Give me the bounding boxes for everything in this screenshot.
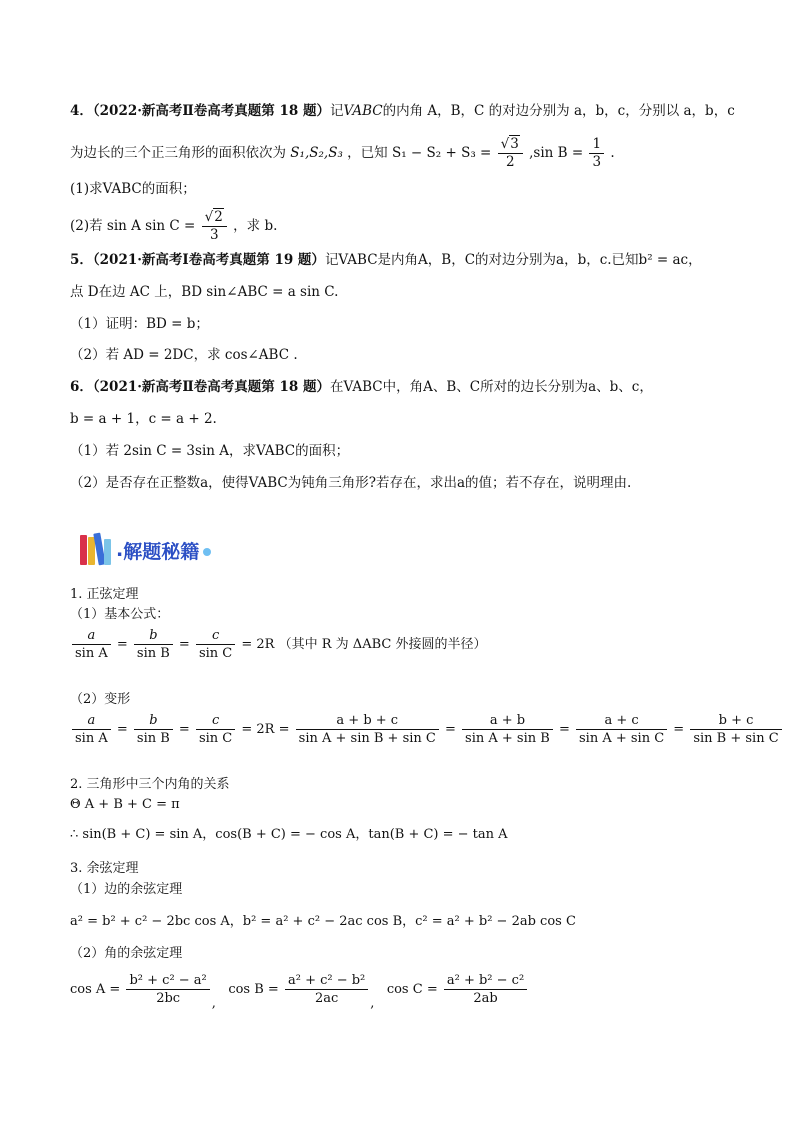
numerator: a + b: [462, 712, 553, 730]
problem-source: （2021·新高考Ⅰ卷高考真题第 19 题）: [92, 252, 325, 268]
sine-law-formula: $\frac{a}{\text{sin A}}$ = $\frac{b}{\text{sin B}}$ = $\frac{c}{\text{sin C}}$ = 2R （其中 R 为 ΔABC 外接圆的半径）: [70, 627, 486, 662]
problem-5-line-1: [70, 250, 702, 270]
known-condition: ，已知 S₁ − S₂ + S₃ =: [347, 145, 492, 161]
cosine-law-sides: a² = b² + c² − 2bc cos A，b² = a² + c² − 2ac cos B，c² = a² + b² − 2ab cos C: [70, 914, 576, 929]
numerator: a: [72, 712, 111, 730]
numerator: 1: [589, 136, 604, 154]
separator: ,: [370, 996, 375, 1011]
q2-text-end: ，求 b.: [233, 218, 278, 234]
denominator: sin B + sin C: [693, 731, 779, 746]
sinB-label: ,sin B =: [529, 145, 584, 161]
problem-number: 6．: [70, 379, 93, 395]
problem-6-line-2: b = a + 1，c = a + 2.: [70, 411, 217, 427]
denominator: sin A: [75, 646, 108, 661]
triangle-symbol: VABC: [343, 103, 383, 119]
denominator: sin C: [198, 646, 233, 661]
fraction-sqrt2-over-3: $\frac{√2}{3}$: [202, 209, 227, 244]
problem-5-q1: （1）证明：BD = b；: [70, 316, 209, 332]
fraction-one-third: [589, 136, 604, 171]
section-heading: [78, 533, 211, 567]
numerator: a² + b² − c²: [444, 972, 527, 990]
problem-4-line-2: [70, 136, 615, 171]
note-1-sub2: （2）变形: [70, 692, 131, 707]
eq-2R: = 2R: [241, 722, 275, 737]
problem-6-line-1: [70, 377, 653, 397]
numerator: c: [196, 712, 235, 730]
note-3-sub2: （2）角的余弦定理: [70, 946, 183, 961]
denominator: sin A: [75, 731, 108, 746]
denominator: sin A + sin B + sin C: [298, 731, 436, 746]
books-icon: [78, 533, 112, 567]
problem-6-q1: （1）若 2sin C = 3sin A，求VABC的面积；: [70, 443, 350, 459]
eq-2R: = 2R: [241, 637, 275, 652]
section-dot-prefix: .: [116, 539, 124, 561]
numerator: a: [72, 627, 111, 645]
problem-text: 的内角 A，B，C 的对边分别为 a，b，c，分别以 a，b，c: [382, 103, 735, 119]
denominator: 2bc: [156, 991, 181, 1006]
cosC-label: cos C =: [386, 982, 438, 997]
denominator: sin A + sin C: [579, 731, 665, 746]
decor-dot: [203, 548, 211, 556]
denominator: 2ac: [314, 991, 339, 1006]
denominator: 3: [209, 227, 219, 243]
note-3-title: 3. 余弦定理: [70, 861, 139, 876]
area-vars: S₁,S₂,S₃: [290, 145, 343, 161]
problem-5-line-2: 点 D在边 AC 上，BD sin∠ABC = a sin C.: [70, 284, 339, 300]
denominator: sin C: [198, 731, 233, 746]
note-2-title: 2. 三角形中三个内角的关系: [70, 777, 230, 792]
problem-6-q2: （2）是否存在正整数a，使得VABC为钝角三角形?若存在，求出a的值；若不存在，说明理由.: [70, 475, 632, 491]
note-2-line-2: ∴ sin(B + C) = sin A，cos(B + C) = − cos A，tan(B + C) = − tan A: [70, 827, 508, 842]
numerator: c: [196, 627, 235, 645]
numerator: a² + c² − b²: [285, 972, 368, 990]
problem-text: 记VABC是内角A，B，C的对边分别为a，b，c.已知b² = ac，: [324, 252, 702, 268]
problem-4-q1: (1)求VABC的面积；: [70, 181, 196, 197]
note-3-sub1: （1）边的余弦定理: [70, 882, 183, 897]
denominator: 2ab: [473, 991, 498, 1006]
cosA-label: cos A =: [70, 982, 121, 997]
problem-5-q2: （2）若 AD = 2DC，求 cos∠ABC .: [70, 347, 298, 363]
denominator: sin A + sin B: [465, 731, 550, 746]
denominator: 2: [505, 154, 515, 170]
radicand: 3: [510, 136, 519, 152]
note-1-title: 1. 正弦定理: [70, 587, 139, 602]
numerator: a + c: [576, 712, 667, 730]
problem-text: 为边长的三个正三角形的面积依次为: [70, 145, 286, 161]
numerator: b² + c² − a²: [126, 972, 209, 990]
fraction-sqrt3-over-2: $\frac{√3}{2}$: [498, 136, 523, 171]
denominator: sin B: [136, 646, 170, 661]
problem-text: 在VABC中，角A、B、C所对的边长分别为a、b、c，: [330, 379, 653, 395]
problem-4-line-1: [70, 101, 735, 121]
numerator: a + b + c: [296, 712, 439, 730]
problem-number: 4．: [70, 103, 93, 119]
problem-text: 记: [330, 103, 344, 119]
numerator: b: [134, 627, 173, 645]
denominator: 3: [592, 154, 602, 170]
sine-law-variant: $\frac{a}{\text{sin A}}$ = $\frac{b}{\text{sin B}}$ = $\frac{c}{\text{sin C}}$ = 2R = $\frac{a + b + c}{\text{sin A + sin B + sin C}}$ = $\frac{a + b}{\text{sin A + sin B}}$ = $\frac{a + c}{\text{sin A + sin C}}$ = $\frac{b + c}{\text{sin B + sin C}}$: [70, 712, 784, 747]
separator: ,: [211, 996, 216, 1011]
problem-number: 5．: [70, 252, 93, 268]
formula-note: （其中 R 为 ΔABC 外接圆的半径）: [278, 637, 487, 652]
numerator: b: [134, 712, 173, 730]
problem-source: （2022·新高考Ⅱ卷高考真题第 18 题）: [92, 103, 330, 119]
numerator: b + c: [690, 712, 781, 730]
note-1-sub1: （1）基本公式：: [70, 607, 170, 622]
cosB-label: cos B =: [228, 982, 279, 997]
radicand: 2: [214, 209, 223, 225]
problem-4-q2: [70, 209, 277, 244]
denominator: sin B: [136, 731, 170, 746]
q2-text: (2)若 sin A sin C =: [70, 218, 196, 234]
period: .: [610, 145, 615, 161]
note-2-line-1: Θ A + B + C = π: [70, 797, 180, 812]
problem-source: （2021·新高考Ⅱ卷高考真题第 18 题）: [92, 379, 330, 395]
cosine-law-angles: [70, 972, 529, 1014]
section-title: 解题秘籍: [123, 540, 200, 563]
